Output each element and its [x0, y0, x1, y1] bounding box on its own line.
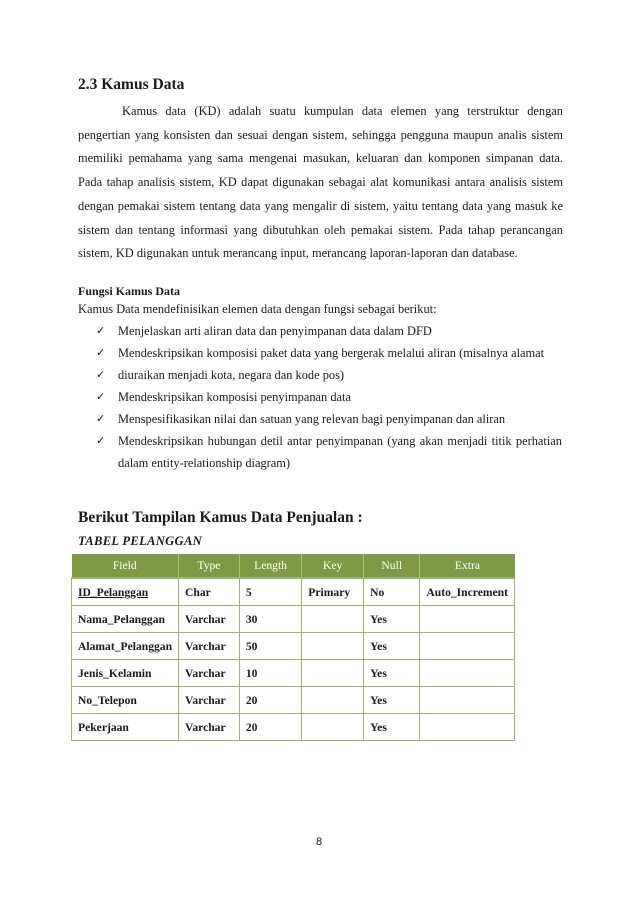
cell-extra [420, 714, 515, 741]
tabel-pelanggan [71, 554, 515, 741]
section-title: 2.3 Kamus Data [78, 76, 185, 93]
cell-type: Varchar [179, 606, 240, 633]
cell-field: Pekerjaan [72, 714, 179, 741]
column-header-null: Null [364, 554, 420, 578]
fungsi-intro: Kamus Data mendefinisikan elemen data dengan fungsi sebagai berikut: [78, 302, 437, 316]
cell-null: Yes [364, 660, 420, 687]
cell-key [302, 687, 364, 714]
cell-extra: Auto_Increment [420, 578, 515, 606]
checklist-item-text: diuraikan menjadi kota, negara dan kode pos) [118, 368, 345, 382]
kamus-data-paragraph: Kamus data (KD) adalah suatu kumpulan data elemen yang terstruktur dengan pengertian yang konsisten dan sesuai dengan sistem, sehingga pengguna maupun analis sistem memiliki pemahama yang sama mengenai masukan, keluaran dan komponen simpanan data. Pada tahap analisis sistem, KD dapat digunakan sebagai alat komunikasi antara analisis sistem dengan pemakai sistem tentang data yang mengalir di sistem, yaitu tentang data yang masuk ke sistem dan tentang informasi yang dibutuhkan oleh pemakai sistem. Pada tahap perancangan sistem, KD digunakan untuk merancang input, merancang laporan-laporan dan database. [78, 104, 563, 261]
checklist-item-text: Mendeskripsikan komposisi penyimpanan data [118, 390, 351, 404]
checklist-item [96, 386, 562, 408]
checklist-item-text: Mendeskripsikan hubungan detil antar penyimpanan (yang akan menjadi titik perhatian dalam entity-relationship diagram) [118, 434, 562, 470]
checklist-item-text: Menspesifikasikan nilai dan satuan yang relevan bagi penyimpanan dan aliran [118, 412, 506, 426]
checklist-item [96, 408, 562, 430]
column-header-field: Field [72, 554, 179, 578]
tampilan-heading: Berikut Tampilan Kamus Data Penjualan : [78, 509, 363, 526]
cell-key [302, 660, 364, 687]
table-row [72, 606, 515, 633]
checkmark-icon: ✓ [96, 368, 106, 381]
checkmark-icon: ✓ [96, 412, 106, 425]
table-row [72, 660, 515, 687]
cell-extra [420, 687, 515, 714]
checkmark-icon: ✓ [96, 324, 106, 337]
cell-type: Varchar [179, 633, 240, 660]
cell-type: Varchar [179, 714, 240, 741]
table-row [72, 714, 515, 741]
cell-type: Varchar [179, 687, 240, 714]
cell-length: 50 [239, 633, 301, 660]
cell-extra [420, 606, 515, 633]
cell-extra [420, 660, 515, 687]
column-header-length: Length [239, 554, 301, 578]
column-header-key: Key [302, 554, 364, 578]
cell-null: No [364, 578, 420, 606]
column-header-type: Type [179, 554, 240, 578]
cell-null: Yes [364, 714, 420, 741]
checkmark-icon: ✓ [96, 346, 106, 359]
cell-field: Nama_Pelanggan [72, 606, 179, 633]
table-row [72, 578, 515, 606]
table-caption: TABEL PELANGGAN [78, 534, 203, 548]
cell-null: Yes [364, 633, 420, 660]
checklist-item [96, 342, 562, 364]
column-header-extra: Extra [420, 554, 515, 578]
checklist-item [96, 320, 562, 342]
checkmark-icon: ✓ [96, 434, 106, 447]
cell-type: Char [179, 578, 240, 606]
cell-length: 20 [239, 714, 301, 741]
cell-type: Varchar [179, 660, 240, 687]
table-row [72, 633, 515, 660]
cell-length: 30 [239, 606, 301, 633]
cell-key [302, 606, 364, 633]
table-header-row [72, 554, 515, 578]
cell-key [302, 633, 364, 660]
cell-extra [420, 633, 515, 660]
cell-null: Yes [364, 687, 420, 714]
cell-field: Jenis_Kelamin [72, 660, 179, 687]
cell-field: No_Telepon [72, 687, 179, 714]
checklist-item-text: Mendeskripsikan komposisi paket data yang bergerak melalui aliran (misalnya alamat [118, 346, 545, 360]
cell-length: 20 [239, 687, 301, 714]
checklist-item [96, 430, 562, 474]
checklist-item [96, 364, 562, 386]
cell-key [302, 714, 364, 741]
cell-key: Primary [302, 578, 364, 606]
table-row [72, 687, 515, 714]
cell-length: 10 [239, 660, 301, 687]
fungsi-checklist [96, 320, 562, 474]
checklist-item-text: Menjelaskan arti aliran data dan penyimpanan data dalam DFD [118, 324, 432, 338]
cell-field: ID_Pelanggan [72, 578, 179, 606]
page-number: 8 [315, 836, 323, 848]
checkmark-icon: ✓ [96, 390, 106, 403]
cell-null: Yes [364, 606, 420, 633]
fungsi-title: Fungsi Kamus Data [78, 284, 181, 298]
cell-length: 5 [239, 578, 301, 606]
cell-field: Alamat_Pelanggan [72, 633, 179, 660]
